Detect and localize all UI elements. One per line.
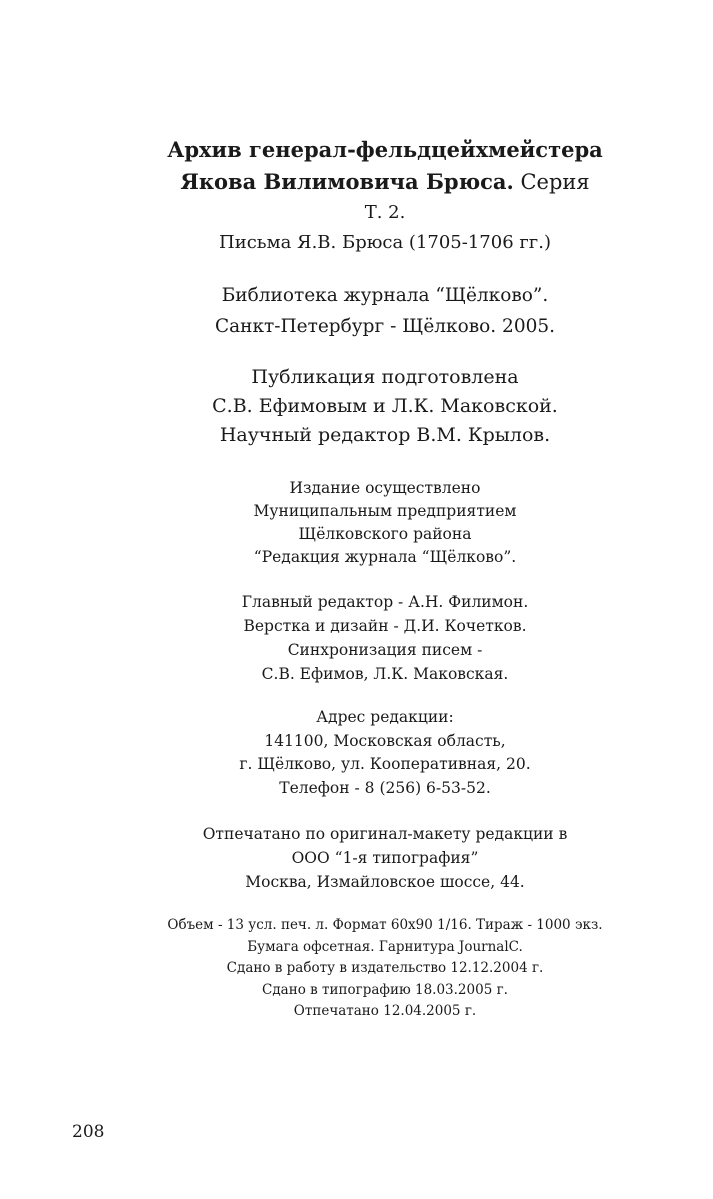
archive-owner: Якова Вилимовича Брюса. [180, 169, 514, 194]
volume-format-run: Объем - 13 усл. печ. л. Формат 60х90 1/16. Тираж - 1000 экз. [167, 917, 603, 933]
printing-line-2: ООО “1-я типография” [291, 849, 479, 867]
publisher-block [130, 477, 640, 569]
address-street: г. Щёлково, ул. Кооперативная, 20. [239, 755, 531, 773]
publisher-line-2: Муниципальным предприятием [253, 502, 517, 520]
publisher-line-3: Щёлковского района [298, 525, 472, 543]
specs-block [130, 915, 640, 1023]
staff-block [130, 590, 640, 686]
printing-line-1: Отпечатано по оригинал-макету редакции в [202, 825, 568, 843]
address-label: Адрес редакции: [316, 708, 454, 726]
series-label: Серия [513, 170, 590, 194]
letters-sync-names: С.В. Ефимов, Л.К. Маковская. [261, 665, 509, 683]
publisher-line-1: Издание осуществлено [289, 479, 481, 497]
letters-subtitle: Письма Я.В. Брюса (1705-1706 гг.) [219, 232, 551, 253]
volume-number: Т. 2. [364, 202, 406, 223]
submitted-to-printer: Сдано в типографию 18.03.2005 г. [262, 981, 508, 998]
address-block [130, 706, 640, 800]
address-phone: Телефон - 8 (256) 6-53-52. [279, 778, 491, 797]
publisher-line-4: “Редакция журнала “Щёлково”. [253, 548, 517, 566]
submitted-to-publisher: Сдано в работу в издательство 12.12.2004 г. [226, 960, 544, 976]
layout-design: Верстка и дизайн - Д.И. Кочетков. [243, 617, 527, 635]
library-block [130, 280, 640, 342]
library-series: Библиотека журнала “Щёлково”. [221, 285, 549, 306]
letters-sync-label: Синхронизация писем - [287, 641, 483, 659]
printing-block [130, 822, 640, 894]
printing-line-3: Москва, Измайловское шоссе, 44. [245, 873, 525, 891]
scientific-editor: Научный редактор В.М. Крылов. [219, 424, 551, 446]
page-number: 208 [72, 1122, 105, 1142]
title-block [130, 134, 640, 258]
printed-date: Отпечатано 12.04.2005 г. [293, 1003, 477, 1019]
chief-editor: Главный редактор - А.Н. Филимон. [241, 593, 529, 611]
publication-prepared: Публикация подготовлена [251, 366, 519, 388]
place-and-year: Санкт-Петербург - Щёлково. 2005. [214, 316, 556, 337]
publication-authors: С.В. Ефимовым и Л.К. Маковской. [212, 395, 558, 417]
address-region: 141100, Московская область, [264, 731, 506, 750]
publication-block [130, 363, 640, 450]
paper-typeface: Бумага офсетная. Гарнитура JournalC. [247, 938, 523, 955]
archive-title: Архив генерал-фельдцейхмейстера [167, 137, 603, 162]
